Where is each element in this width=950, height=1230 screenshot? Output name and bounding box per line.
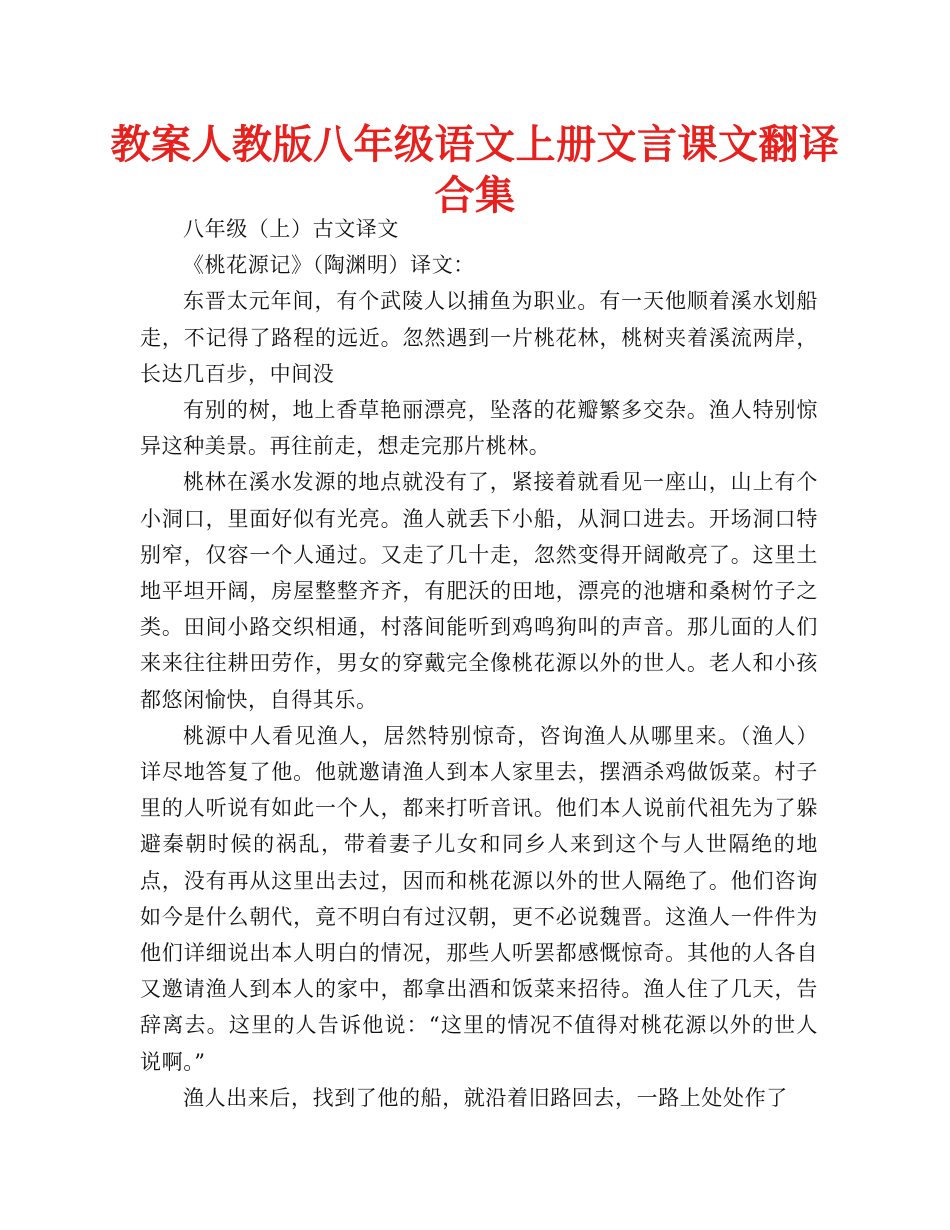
paragraph: 桃源中人看见渔人，居然特别惊奇，咨询渔人从哪里来。（渔人）详尽地答复了他。他就邀请渔人到本人家里去，摆酒杀鸡做饭菜。村子里的人听说有如此一个人，都来打听音讯。他们本人说前代祖先为了躲避秦朝时候的祸乱，带着妻子儿女和同乡人来到这个与人世隔绝的地点，没有再从这里出去过，因而和桃花源以外的世人隔绝了。他们咨询如今是什么朝代，竟不明白有过汉朝，更不必说魏晋。这渔人一件件为他们详细说出本人明白的情况，那些人听罢都感慨惊奇。其他的人各自又邀请渔人到本人的家中，都拿出酒和饭菜来招待。渔人住了几天，告辞离去。这里的人告诉他说：“这里的情况不值得对桃花源以外的世人说啊。” bbox=[140, 723, 818, 1074]
paragraph: 桃林在溪水发源的地点就没有了，紧接着就看见一座山，山上有个小洞口，里面好似有光亮。渔人就丢下小船，从洞口进去。开场洞口特别窄，仅容一个人通过。又走了几十走，忽然变得开阔敞亮了。这里土地平坦开阔，房屋整整齐齐，有肥沃的田地，漂亮的池塘和桑树竹子之类。田间小路交织相通，村落间能听到鸡鸣狗叫的声音。那儿面的人们来来往往耕田劳作，男女的穿戴完全像桃花源以外的世人。老人和小孩都悠闲愉快，自得其乐。 bbox=[140, 470, 818, 712]
paragraph: 东晋太元年间，有个武陵人以捕鱼为职业。有一天他顺着溪水划船走，不记得了路程的远近。忽然遇到一片桃花林，桃树夹着溪流两岸，长达几百步，中间没 bbox=[140, 289, 818, 386]
document-title: 教案人教版八年级语文上册文言课文翻译合集 bbox=[110, 122, 840, 219]
document-body bbox=[140, 211, 818, 1116]
subsection-heading: 《桃花源记》（陶渊明）译文： bbox=[183, 253, 475, 278]
paragraph: 渔人出来后，找到了他的船，就沿着旧路回去，一路上处处作了 bbox=[183, 1085, 788, 1110]
paragraph: 有别的树，地上香草艳丽漂亮，坠落的花瓣繁多交杂。渔人特别惊异这种美景。再往前走，想走完那片桃林。 bbox=[140, 398, 818, 459]
section-heading: 八年级（上）古文译文 bbox=[183, 217, 399, 241]
